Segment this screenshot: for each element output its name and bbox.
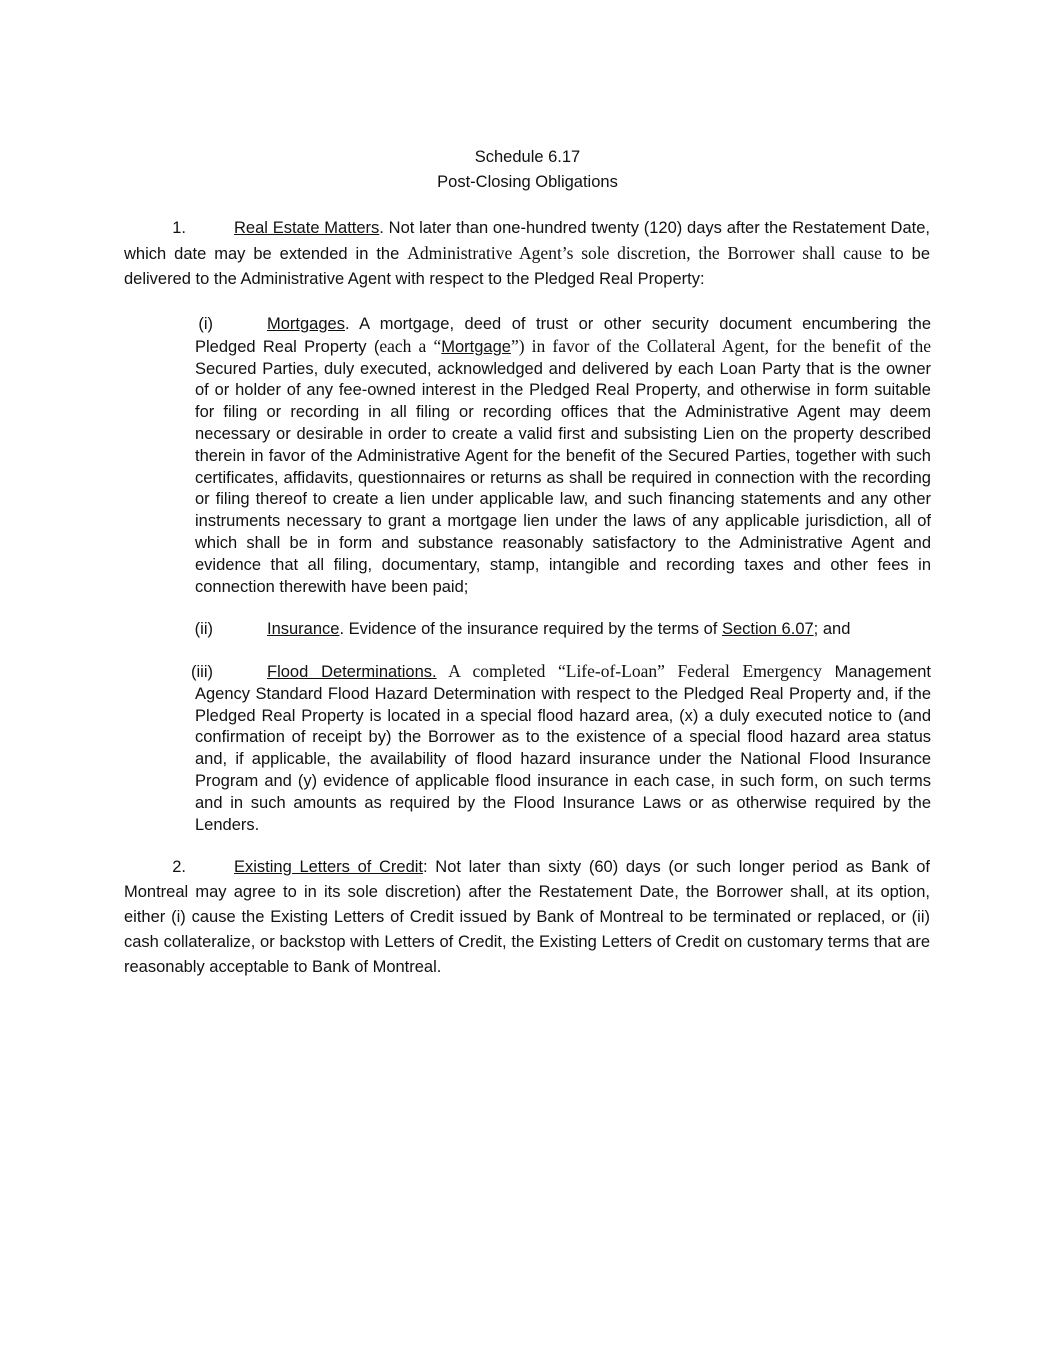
section-reference: Section 6.07 (721, 620, 814, 638)
section-1-real-estate (124, 216, 930, 292)
item-heading: Insurance (267, 620, 340, 638)
section-2-letters-of-credit (124, 855, 930, 980)
item-text: . A mortgage, deed of trust or other security document encumbering the Pledged Real Property ( (195, 315, 931, 356)
item-text: . Evidence of the insurance required by the terms of (339, 620, 722, 638)
page-title: Post-Closing Obligations (437, 173, 618, 191)
section-text-end: to be delivered to the Administrative Agent with respect to the Pledged Real Property: (124, 245, 930, 288)
item-text-end: Secured Parties, duly executed, acknowledged and delivered by each Loan Party that is the owner of or holder of any fee-owned interest in the Pledged Real Property, and otherwise in form suitable for filing or recording in all filing or recording offices that the Administrative Agent may deem necessary or desirable in order to create a valid first and subsisting Lien on the property described therein in favor of the Administrative Agent for the benefit of the Secured Parties, together with such certificates, affidavits, questionnaires or returns as shall be required in connection with the recording or filing thereof to create a lien under applicable law, and such financing statements and any other instruments necessary to grant a mortgage lien under the laws of any applicable jurisdiction, all of which shall be in form and substance reasonably satisfactory to the Administrative Agent and evidence that all filing, documentary, stamp, intangible and recording taxes and other fees in connection therewith have been paid; (195, 359, 931, 596)
section-text: : Not later than sixty (60) days (or such longer period as Bank of Montreal may agree to in its sole discretion) after the Restatement Date, the Borrower shall, at its option, either (i) cause the Existing Letters of Credit issued by Bank of Montreal to be terminated or replaced, or (ii) cash collateralize, or backstop with Letters of Credit, the Existing Letters of Credit on customary terms that are reasonably acceptable to Bank of Montreal. (124, 858, 930, 976)
item-text-serif: each a “ (379, 335, 442, 356)
section-text-serif: Administrative Agent’s sole discretion, the Borrower shall cause (407, 243, 882, 263)
item-marker: (iii) (191, 663, 213, 681)
defined-term: Mortgage (441, 337, 511, 356)
item-text-serif-b: ”) in favor of the Collateral Agent, for the benefit of the (510, 335, 931, 356)
item-marker: (i) (198, 315, 213, 333)
item-ii-insurance (195, 619, 931, 641)
item-text-end: Management Agency Standard Flood Hazard Determination with respect to the Pledged Real Property and, if the Pledged Real Property is located in a special flood hazard area, (x) a duly executed notice to (and confirmation of receipt by) the Borrower as to the existence of a special flood hazard area status and, if applicable, the availability of flood hazard insurance under the National Flood Insurance Program and (y) evidence of applicable flood insurance in each case, in such form, on such terms and in such amounts as required by the Flood Insurance Laws or as otherwise required by the Lenders. (195, 663, 931, 834)
item-heading: Mortgages (267, 315, 345, 333)
section-number: 1. (172, 219, 186, 237)
schedule-number: Schedule 6.17 (474, 148, 581, 166)
item-text-end: ; and (813, 620, 851, 638)
item-heading: Flood Determinations. (267, 663, 437, 681)
section-number: 2. (172, 858, 186, 876)
item-marker: (ii) (194, 620, 213, 638)
section-heading: Existing Letters of Credit (234, 858, 424, 876)
section-text: . Not later than one-hundred twenty (120) days after the Restatement Date, which date may be extended in the (124, 219, 930, 263)
item-text-serif: A completed “Life-of-Loan” Federal Emergency (436, 661, 822, 681)
item-i-mortgages (195, 314, 931, 598)
section-heading: Real Estate Matters (234, 219, 380, 237)
item-iii-flood (191, 661, 931, 836)
